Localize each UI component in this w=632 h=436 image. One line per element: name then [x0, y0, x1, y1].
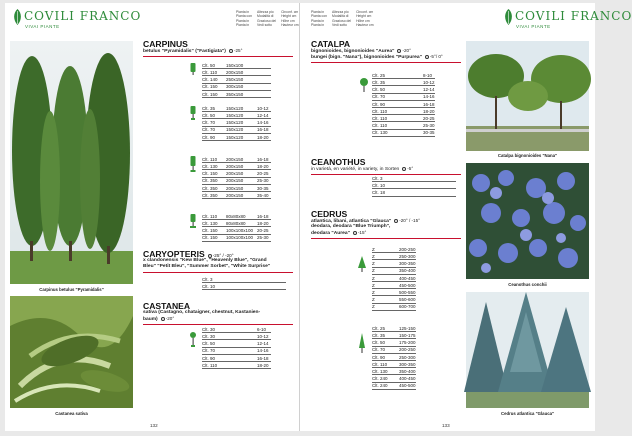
page-number-left: 132 — [150, 423, 158, 428]
heading-catalpa: CATALPA — [311, 39, 351, 49]
desc-castanea-1: sativa (Castagno, chataigner, chestnut, Kastanien- — [143, 310, 261, 315]
tree-form-icon — [190, 214, 196, 228]
legend-left: Pianta in Pianta con Pianta in Pianta in Altezza pio Modalità di Grazioso del Vedi sotto Circonf. cm Height cm Höhe cm Hauteur cm — [236, 10, 299, 27]
table-carpinus-2: Clt. 35 150x120 10-12 Clt. 50 150x120 12-14 Clt. 70 150x120 14-16 Clt. 70 150x120 16-18 Clt. 90 150x120 18-20 — [202, 105, 271, 141]
table-ceanothus: Clt. 3 Clt. 10 Clt. 18 — [372, 175, 456, 197]
table-cedrus-2: Clt. 25 125-150 Clt. 35 150-175 Clt. 50 175-200 Clt. 70 200-250 Clt. 90 250-300 Clt. 110 300-350 Clt. 130 350-400 Clt. 240 400-450 Clt. 240 450-500 — [372, 325, 416, 389]
caption-castanea: Castanea sativa — [55, 411, 88, 416]
table-carpinus-3: Clt. 110 200x150 16-18 Clt. 130 200x150 18-20 Clt. 150 200x150 20-25 Clt. 350 200x150 25-30 Clt. 350 200x150 30-35 Clt. 350 200x150 35-40 — [202, 156, 271, 199]
section-rule — [143, 56, 293, 57]
heading-ceanothus: CEANOTHUS — [311, 157, 366, 167]
tree-form-icon — [190, 331, 196, 347]
page-divider — [299, 3, 300, 431]
photo-carpinus — [10, 41, 133, 284]
table-catalpa: Clt. 25 8-10 Clt. 35 10-12 Clt. 50 12-14 Clt. 70 14-16 Clt. 90 16-18 Clt. 110 18-20 Clt. 110 20-25 Clt. 110 25-30 Clt. 130 30-35 — [372, 72, 435, 136]
leaf-icon — [504, 9, 513, 25]
desc-catalpa-2: bungei (bign. "Nana"), bignonioides "Purpurea" -5°/ 0° — [311, 54, 443, 60]
brand-name: COVILI FRANCO — [515, 9, 632, 23]
section-rule — [143, 272, 293, 273]
heading-cedrus: CEDRUS — [311, 209, 348, 219]
temperature-icon — [161, 317, 165, 321]
photo-castanea — [10, 296, 133, 408]
section-rule — [311, 62, 461, 63]
leaf-icon — [13, 9, 22, 25]
section-rule — [143, 324, 293, 325]
table-cedrus-1: Z 200-250 Z 250-300 Z 300-350 Z 350-400 Z 400-450 Z 450-500 Z 500-550 Z 550-600 Z 600-700 — [372, 246, 416, 310]
tree-form-icon — [190, 106, 196, 120]
desc-cedrus-1: atlantica, libani, atlantica "Glauca" -20° / -15° — [311, 218, 420, 224]
temperature-icon — [402, 167, 406, 171]
desc-caryopteris-1: x clandonensis "Kew Blue", "Heavenly Blue", "Grand — [143, 258, 267, 263]
conifer-icon — [358, 256, 366, 272]
caption-cedrus: Cedrus atlantica "Glauca" — [500, 411, 555, 416]
caption-catalpa: Catalpa bignonioides "Nana" — [497, 153, 558, 158]
table-carpinus-1: Clt. 50 150x100 Clt. 110 200x150 Clt. 140 250x150 Clt. 150 300x150 Clt. 150 350x150 — [202, 62, 271, 98]
caption-ceanothus: Ceanothus conchii — [508, 282, 547, 287]
brand-sub: VIVAI PIANTE — [25, 24, 60, 29]
section-rule — [311, 238, 461, 239]
tree-form-icon — [190, 63, 196, 75]
catalog-spread — [5, 3, 632, 431]
photo-ceanothus — [466, 163, 589, 279]
caption-carpinus: Carpinus betulus "Pyramidalis" — [39, 287, 104, 292]
desc-cedrus-3: deodara "Aurea" -15° — [311, 230, 367, 236]
photo-cedrus — [466, 292, 589, 408]
photo-catalpa — [466, 41, 589, 151]
desc-caryopteris-2: Bleu" "Petit Bleu", "Summer Sorbet", "White Surprise" — [143, 264, 271, 269]
table-carpinus-4: Clt. 110 80x80x80 16-18 Clt. 130 80x80x80 18-20 Clt. 150 100x100x100 20-25 Clt. 150 100x100x100 25-30 — [202, 213, 271, 242]
tree-form-icon — [190, 156, 196, 172]
conifer-icon — [359, 333, 365, 353]
temperature-icon — [229, 49, 233, 53]
brand-sub: VIVAI PIANTE — [516, 24, 551, 29]
heading-castanea: CASTANEA — [143, 301, 191, 311]
desc-catalpa-1: bignonioides, bignonioides "Aurea" -20° — [311, 48, 411, 54]
heading-caryopteris: CARYOPTERIS -25° / -20° — [143, 249, 234, 259]
desc-cedrus-2: deodara, deodara "Blue Triumph", — [311, 224, 391, 229]
legend-right: Pianta in Pianta con Pianta in Pianta in Altezza pio Modalità di Grazioso del Vedi sotto Circonf. cm Height cm Höhe cm Hauteur cm — [311, 10, 374, 27]
table-caryopteris: Clt. 3 Clt. 10 — [202, 276, 286, 290]
heading-carpinus: CARPINUS — [143, 39, 188, 49]
temperature-icon — [208, 254, 212, 258]
desc-castanea-2: baum) -20° — [143, 316, 175, 322]
temperature-icon — [397, 49, 401, 53]
page-number-right: 133 — [442, 423, 450, 428]
temperature-icon — [394, 219, 398, 223]
tree-form-icon — [360, 78, 368, 92]
desc-ceanothus: in varietà, en variété, in variety, in Sorten -5° — [311, 166, 414, 172]
desc-carpinus: betulus "Pyramidalis" ("Fastigiata") -25° — [143, 48, 243, 54]
table-castanea: Clt. 30 6-10 Clt. 30 10-12 Clt. 50 12-14 Clt. 70 14-16 Clt. 90 16-18 Clt. 110 18-20 — [202, 326, 271, 369]
temperature-icon — [425, 55, 429, 59]
brand-name: COVILI FRANCO — [24, 9, 142, 23]
temperature-icon — [353, 231, 357, 235]
